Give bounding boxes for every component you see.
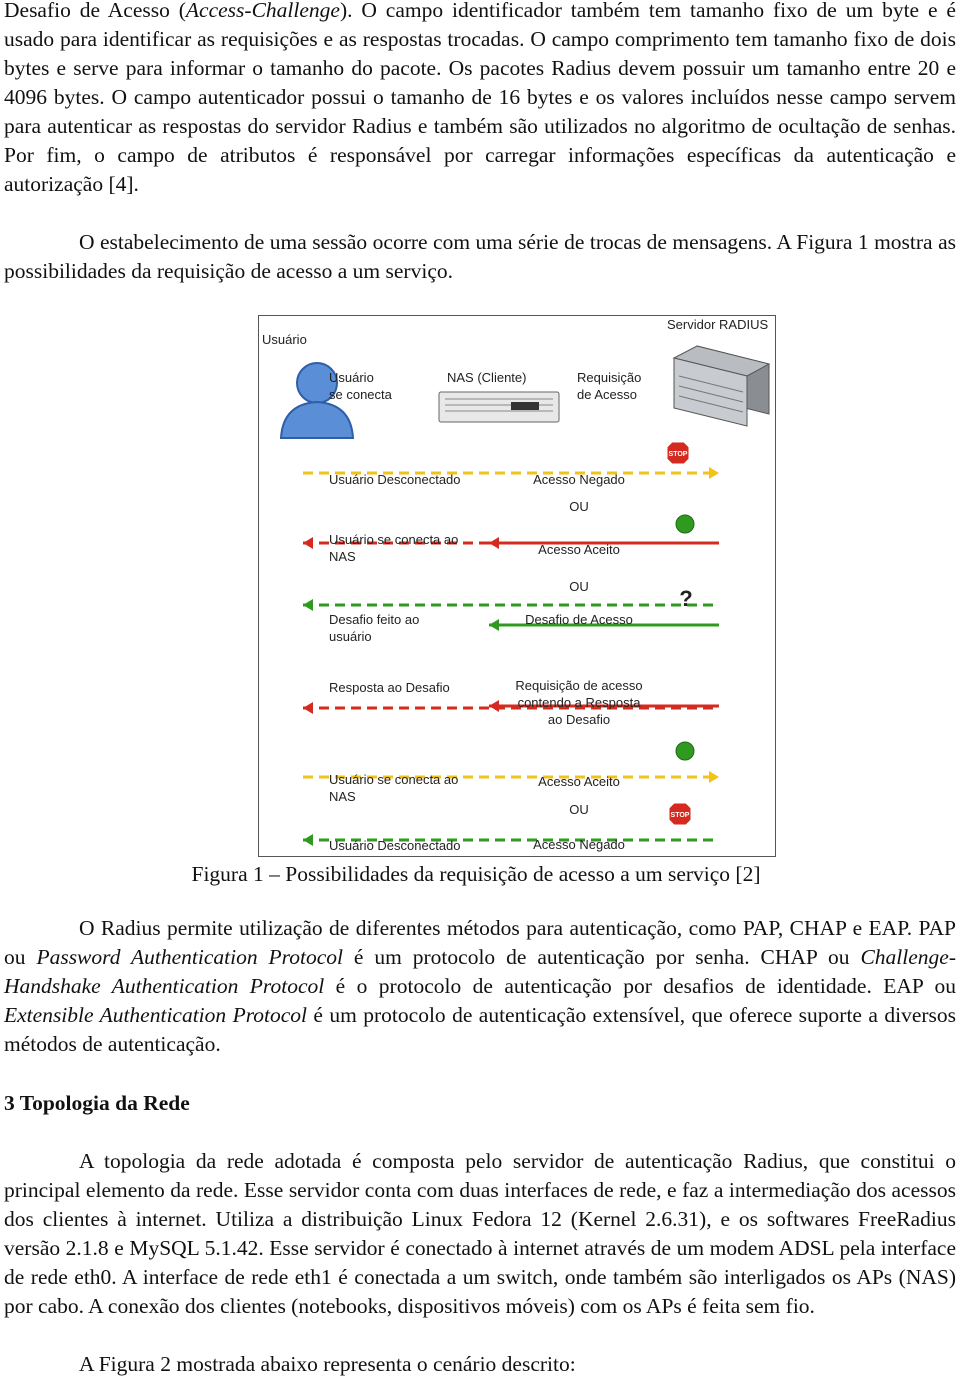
intro-paragraph-1: Desafio de Acesso (Access-Challenge). O campo identificador também tem tamanho fixo de um byte e é usado para identificar as requisições e as respostas trocadas. O campo comprimento tem tamanho fixo de dois bytes e serve para informar o tamanho do pacote. Os pacotes Radius devem possuir um tamanho entre 20 e 4096 bytes. O campo autenticador possui o tamanho de 16 bytes e os valores incluídos nesse campo servem para autenticar as respostas do servidor Radius e também são utilizados no algoritmo de ocultação de senhas. Por fim, o campo de atributos é responsável por carregar informações específicas da autenticação e autorização [4]. (4, 0, 956, 196)
right-flow-label: OU (569, 579, 589, 594)
access-request-label: Requisição de Acesso (577, 370, 642, 402)
message-flow (303, 370, 719, 855)
right-flow-label: Requisição de acesso contendo a Resposta ao Desafio (515, 678, 643, 727)
server-label: Servidor RADIUS (667, 317, 769, 332)
arrow-head-icon (489, 537, 499, 549)
green-light-icon (676, 515, 694, 533)
arrow-head-icon (709, 467, 719, 479)
user-label: Usuário (262, 332, 307, 347)
figure-2-intro: A Figura 2 mostrada abaixo representa o cenário descrito: (79, 1352, 576, 1376)
right-flow-label: Acesso Negado (533, 472, 625, 487)
right-flow-label: OU (569, 802, 589, 817)
methods-paragraph: O Radius permite utilização de diferentes métodos para autenticação, como PAP, CHAP e EAP. PAP ou Password Authentication Protocol é um protocolo de autenticação por senha. CHAP ou Challenge-Handshake Authentication Protocol é o protocolo de autenticação por desafios de identidade. EAP ou Extensible Authentication Protocol é um protocolo de autenticação extensível, que oferece suporte a diversos métodos de autenticação. (4, 916, 957, 1056)
question-mark-icon: ? (679, 586, 693, 611)
left-flow-label: Usuário se conecta ao NAS (329, 772, 459, 804)
left-flow-label: Resposta ao Desafio (329, 680, 450, 695)
figure-1 (258, 315, 776, 857)
arrow-head-icon (489, 619, 499, 631)
left-flow-label: Usuário Desconectado (329, 472, 461, 487)
arrow-head-icon (303, 599, 313, 611)
access-challenge-term: Access-Challenge (185, 0, 340, 22)
stop-sign-text: STOP (668, 451, 688, 458)
left-flow-label: Usuário se conecta ao NAS (329, 532, 459, 564)
arrow-head-icon (303, 537, 313, 549)
topology-paragraph: A topologia da rede adotada é composta pelo servidor de autenticação Radius, que constitui o principal elemento da rede. Esse servidor conta com duas interfaces de rede, e faz a intermediação dos acessos dos clientes à internet. Utiliza a distribuição Linux Fedora 12 (Kernel 2.6.31), e os softwares FreeRadius versão 2.1.8 e MySQL 5.1.42. Esse servidor é conectado à internet através de um modem ADSL pela interface de rede eth0. A interface de rede eth1 é conectada a um switch, onde também são interligados os APs (NAS) por cabo. A conexão dos clientes (notebooks, dispositivos móveis) com os APs é feita sem fio. (4, 1149, 956, 1318)
right-flow-label: OU (569, 499, 589, 514)
right-flow-label: Acesso Negado (533, 837, 625, 852)
arrow-head-icon (303, 834, 313, 846)
arrow-head-icon (303, 702, 313, 714)
right-flow-label: Acesso Aceito (538, 774, 620, 789)
left-flow-label: Desafio feito ao usuário (329, 612, 420, 644)
nas-label: NAS (Cliente) (447, 370, 527, 385)
intro-paragraph-2: O estabelecimento de uma sessão ocorre com uma série de trocas de mensagens. A Figura 1 mostra as possibilidades da requisição de acesso a um serviço. (4, 230, 956, 283)
green-light-icon (676, 742, 694, 760)
arrow-head-icon (489, 700, 499, 712)
right-flow-label: Desafio de Acesso (525, 612, 633, 627)
radius-server-icon (674, 346, 769, 426)
user-connects-label: Usuário se conecta (329, 370, 392, 402)
section-heading: 3 Topologia da Rede (4, 1091, 190, 1115)
arrow-head-icon (709, 771, 719, 783)
right-flow-label: Acesso Aceito (538, 542, 620, 557)
figure-caption: Figura 1 – Possibilidades da requisição de acesso a um serviço [2] (191, 862, 761, 886)
nas-icon (439, 392, 559, 422)
left-flow-label: Usuário Desconectado (329, 838, 461, 853)
stop-sign-text: STOP (670, 812, 690, 819)
